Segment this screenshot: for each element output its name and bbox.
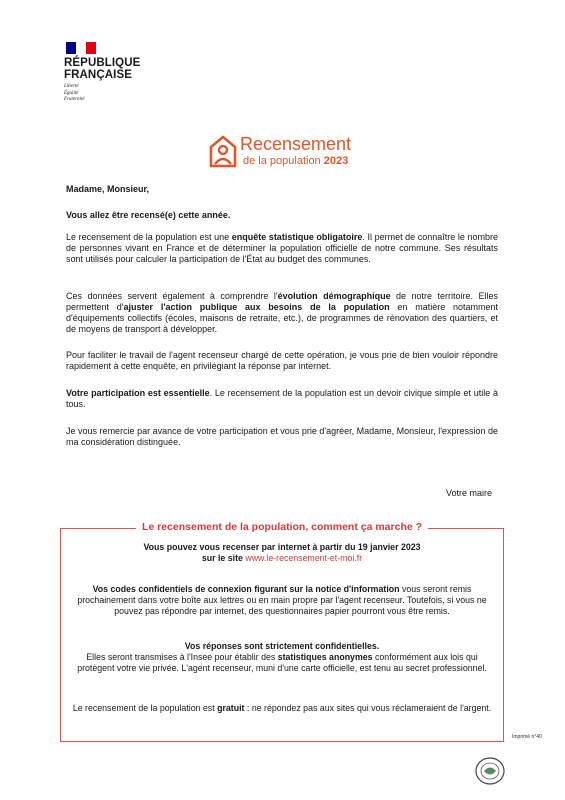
text-segment: ajuster l'action publique aux besoins de la population bbox=[123, 302, 390, 312]
text-segment: : ne répondez pas aux sites qui vous réclameraient de l'argent. bbox=[244, 703, 492, 713]
codes-info bbox=[69, 584, 495, 617]
confidential-info bbox=[69, 641, 495, 674]
website-link[interactable]: www.le-recensement-et-moi.fr bbox=[245, 553, 363, 563]
french-flag-icon bbox=[66, 42, 96, 54]
republique-francaise-title: RÉPUBLIQUE FRANÇAISE bbox=[64, 57, 141, 81]
recensement-title: Recensement bbox=[240, 134, 352, 154]
text-segment: gratuit bbox=[217, 703, 245, 713]
text-segment: statistiques anonymes bbox=[277, 652, 373, 662]
text-segment: Ces données servent également à comprendre l' bbox=[66, 291, 278, 301]
info-box bbox=[60, 521, 504, 742]
paragraph-1 bbox=[66, 232, 498, 265]
intro: Vous allez être recensé(e) cette année. bbox=[66, 210, 231, 220]
paragraph-5 bbox=[66, 426, 498, 448]
recensement-subtitle: de la population 2023 bbox=[243, 155, 349, 167]
paragraph-2 bbox=[66, 291, 498, 335]
text-segment: en matière notamment d'équipements collectifs (écoles, maisons de retraite, etc.), de programmes de rénovation des quartiers, et de moyens de transport à développer. bbox=[66, 302, 499, 334]
info-box-title: Le recensement de la population, comment ça marche ? bbox=[136, 521, 428, 533]
text-segment: . Il permet de connaître le nombre de personnes vivant en France et de déterminer la population officielle de notre commune. Ses résultats sont utilisés pour calculer la participation de l'État au budget des communes. bbox=[66, 232, 498, 264]
printed-number: Imprimé n°40 bbox=[512, 734, 542, 740]
text-segment: Pour faciliter le travail de l'agent recenseur chargé de cette opération, je vous prie de bien vouloir répondre rapidement à cette enquête, en privilégiant la réponse par internet. bbox=[66, 350, 498, 371]
republique-francaise-logo bbox=[64, 42, 144, 104]
text-segment: enquête statistique obligatoire bbox=[231, 232, 363, 242]
paragraph-4 bbox=[66, 388, 498, 410]
motto: Liberté Égalité Fraternité bbox=[64, 84, 85, 102]
paragraph-3 bbox=[66, 350, 498, 372]
text-segment: Le recensement de la population est une bbox=[66, 232, 232, 242]
text-segment: conformément aux lois qui protègent votre vie privée. L'agent recenseur, muni d'une carte officielle, est tenu au secret professionnel. bbox=[77, 652, 487, 673]
text-segment: évolution démographique bbox=[277, 291, 391, 301]
text-segment: Elles seront transmises à l'Insee pour établir des bbox=[86, 652, 278, 662]
greeting: Madame, Monsieur, bbox=[66, 184, 150, 194]
stamp-seal-icon bbox=[474, 756, 506, 786]
text-segment: Votre participation est essentielle bbox=[66, 388, 210, 398]
text-segment: de notre territoire. Elles permettent d' bbox=[66, 291, 498, 312]
text-segment: . Le recensement de la population est un devoir civique simple et utile à tous. bbox=[66, 388, 498, 409]
text-segment: Vos réponses sont strictement confidentielles. bbox=[184, 641, 380, 651]
house-person-icon bbox=[208, 134, 238, 168]
text-segment: Je vous remercie par avance de votre participation et vous prie d'agréer, Madame, Monsieur, l'expression de ma considération distinguée. bbox=[66, 426, 498, 447]
free-info bbox=[69, 703, 495, 714]
text-segment: Le recensement de la population est bbox=[72, 703, 218, 713]
text-segment: Vos codes confidentiels de connexion figurant sur la notice d'information bbox=[92, 584, 400, 594]
text-segment: vous seront remis prochainement dans votre boîte aux lettres ou en main propre par l'agent recenseur. Toutefois, si vous ne pouvez pas répondre par internet, des questionnaires papier pourront vous être remis. bbox=[77, 584, 487, 616]
online-info: Vous pouvez vous recenser par internet à partir du 19 janvier 2023 sur le site www.le-recensement-et-moi.fr bbox=[143, 542, 421, 563]
signature: Votre maire bbox=[445, 488, 492, 498]
recensement-logo bbox=[208, 134, 368, 174]
